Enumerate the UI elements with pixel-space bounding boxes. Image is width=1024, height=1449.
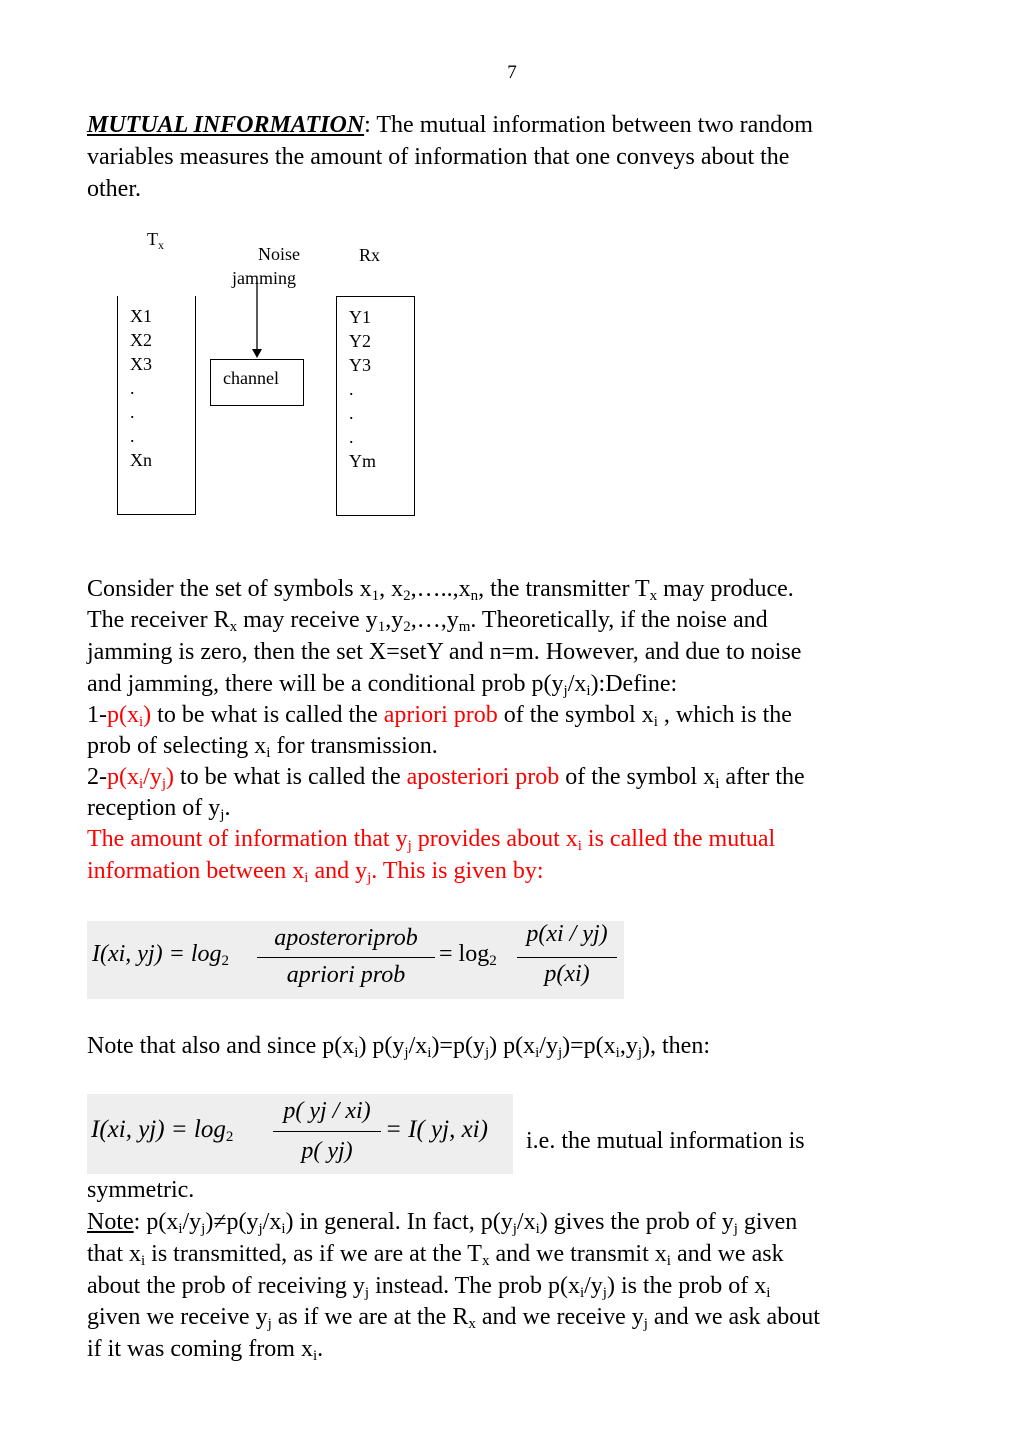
tx-symbol: X2 — [130, 330, 152, 350]
tx-symbol: . — [130, 426, 135, 446]
closing-line-4: about the prob of receiving $y_j$ instead. The prob $p(x_i/y_j)$ is the prob of $x_i$ — [87, 1273, 771, 1301]
rx-symbol: Y2 — [349, 331, 371, 351]
paragraph-line-2: The receiver $R_x$ may receive $y_1,y_2,\dots,y_m$. Theoretically, if the noise and — [87, 607, 768, 635]
rx-symbol: Y3 — [349, 355, 371, 375]
equation-mutual-information — [87, 921, 624, 999]
paragraph-line-3: jamming is zero, then the set X=setY and n=m. However, and due to noise — [87, 639, 802, 665]
tx-label: $T_x$ — [147, 229, 164, 252]
paragraph-line-9: The amount of information that $y_j$ provides about $x_i$ is called the mutual — [87, 826, 776, 854]
eq1-lhs: I(xi, $yj) = \log_2$ — [92, 941, 229, 969]
paragraph-line-1: Consider the set of symbols $x_1$, $x_2,\dots..,x_n$, the transmitter $T_x$ may produce. — [87, 576, 794, 604]
channel-box — [210, 359, 304, 406]
paragraph-line-4: and jamming, there will be a conditional prob $p(y_j/x_i):Define$: — [87, 671, 678, 699]
paragraph-line-6: prob of selecting $x_i$ for transmission. — [87, 733, 438, 761]
closing-line-5: given we receive $y_j$ as if we are at the $R_x$ and we receive $y_j$ and we ask about — [87, 1304, 820, 1332]
closing-line-3: that $x_i$ is transmitted, as if we are at the $T_x$ and we transmit $x_i$ and we ask — [87, 1241, 784, 1269]
page-number: 7 — [507, 62, 517, 83]
paragraph-line-8: reception of $y_j$. — [87, 795, 231, 823]
eq2-denominator: p( yj) — [301, 1138, 353, 1164]
tx-symbol-box — [117, 296, 196, 515]
eq2-rhs: = I( yj, xi) — [385, 1116, 488, 1143]
eq1-numerator-2: p(xi / yj) — [526, 921, 608, 947]
eq2-caption: i.e. the mutual information is — [526, 1128, 805, 1154]
heading-line-3: other. — [87, 176, 141, 202]
tx-symbol: . — [130, 378, 135, 398]
noise-arrow — [248, 280, 268, 360]
rx-symbol-box — [336, 296, 415, 516]
eq1-fraction-bar-2 — [517, 957, 617, 958]
rx-symbol: . — [349, 379, 354, 399]
eq1-denominator-2: p(xi) — [544, 961, 590, 987]
eq2-lhs: I(xi, $yj) = \log_2$ — [91, 1116, 234, 1145]
paragraph-line-5: $1-p(x_i)$ to be what is called the apriori prob of the symbol $x_i$ , which is the — [87, 702, 792, 730]
paragraph-line-10: information between $x_i$ and $y_j$. This is given by: — [87, 858, 544, 886]
eq2-numerator: p( yj / xi) — [283, 1098, 371, 1124]
rx-symbol: Y1 — [349, 307, 371, 327]
tx-symbol: . — [130, 402, 135, 422]
rx-symbol-list — [349, 305, 376, 473]
eq1-mid: = $\log_2$ — [439, 941, 497, 969]
tx-symbol: Xn — [130, 450, 152, 470]
rx-symbol: . — [349, 427, 354, 447]
paragraph-line-7: $2-p(x_i/y_j)$ to be what is called the aposteriori prob of the symbol $x_i$ after the — [87, 764, 805, 792]
eq2-fraction-bar — [273, 1131, 381, 1132]
closing-line-6: if it was coming from $x_i$. — [87, 1336, 324, 1364]
eq1-denominator-1: apriori prob — [286, 962, 406, 988]
note-label: Note — [87, 1209, 134, 1235]
note-line: Note that also and since $p(x_i)$ $p(y_j/x_i)=p(y_j)$ $p(x_i/y_j)=p(x_i,y_j)$, then: — [87, 1033, 710, 1061]
rx-symbol: Ym — [349, 451, 376, 471]
jamming-label: jamming — [232, 268, 296, 288]
eq1-numerator-1: aposteroriprob — [274, 925, 418, 951]
heading-line-2: variables measures the amount of information that one conveys about the — [87, 144, 790, 170]
rx-label: Rx — [359, 245, 381, 265]
channel-label: channel — [223, 368, 279, 388]
equation-symmetry — [87, 1094, 513, 1174]
section-title: MUTUAL INFORMATION — [87, 112, 365, 138]
closing-line-1: symmetric. — [87, 1177, 195, 1203]
rx-symbol: . — [349, 403, 354, 423]
eq1-fraction-bar-1 — [257, 957, 435, 958]
tx-symbol-list — [130, 304, 152, 472]
noise-label: Noise — [258, 244, 300, 264]
closing-line-2: Note: $p(x_i/y_j)\ne p(y_j/x_i)$ in general. In fact, $p(y_j/x_i)$ gives the prob of $y_j$ given — [87, 1209, 798, 1237]
tx-symbol: X3 — [130, 354, 152, 374]
tx-symbol: X1 — [130, 306, 152, 326]
heading-line-1: MUTUAL INFORMATION: The mutual information between two random — [87, 112, 813, 138]
